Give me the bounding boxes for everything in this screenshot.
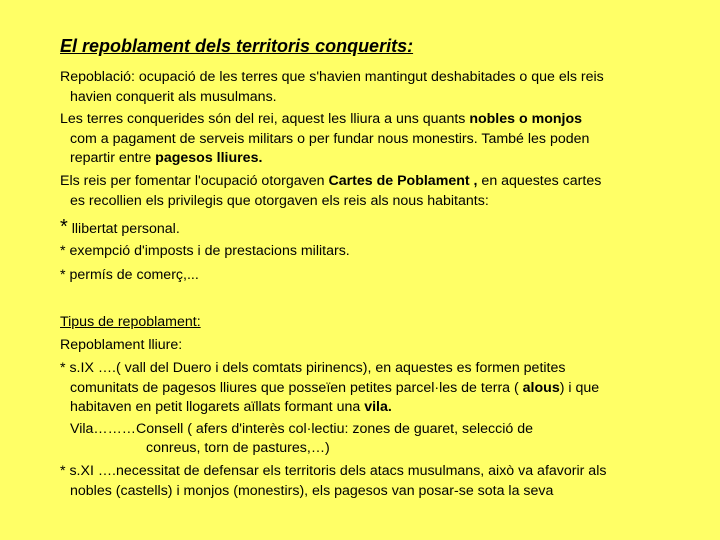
text: en aquestes cartes xyxy=(477,173,602,189)
item-six-line-4: Vila………Consell ( afers d'interès col·lectiu: zones de guaret, selecció de xyxy=(70,421,533,437)
privilege-item-2 xyxy=(60,242,350,260)
bullet-star-icon: * xyxy=(60,267,66,283)
item-six-line-5: conreus, torn de pastures,…) xyxy=(146,440,330,456)
paragraph-cartes-line-1 xyxy=(60,172,601,190)
item-seven-line-1: * s.XI ….necessitat de defensar els territoris dels atacs musulmans, això va afavorir als xyxy=(60,463,607,479)
bold-term-cartes-poblament: Cartes de Poblament , xyxy=(328,173,478,189)
bullet-star-icon: * xyxy=(60,216,68,238)
privilege-text: permís de comerç,... xyxy=(65,267,199,283)
text: Els reis per fomentar l'ocupació otorgaven xyxy=(60,173,329,189)
bold-term-alous: alous xyxy=(522,380,560,396)
item-six-line-2 xyxy=(70,379,599,397)
item-six-line-3 xyxy=(70,398,392,416)
privilege-item-1 xyxy=(60,218,180,238)
bold-term-vila: vila. xyxy=(364,399,392,415)
paragraph-repoblacio-line-1: Repoblació: ocupació de les terres que s'havien mantingut deshabitades o que els reis xyxy=(60,69,604,85)
text: repartir entre xyxy=(70,150,156,166)
item-six-line-1: * s.IX ….( vall del Duero i dels comtats pirinencs), en aquestes es formen petites xyxy=(60,360,566,376)
item-seven-line-2: nobles (castells) i monjos (monestirs), els pagesos van posar-se sota la seva xyxy=(70,483,554,499)
subheading-repoblament-lliure: Repoblament lliure: xyxy=(60,337,183,353)
paragraph-repoblacio-line-2: havien conquerit als musulmans. xyxy=(70,89,277,105)
text: ) i que xyxy=(559,380,600,396)
paragraph-cartes-line-2: es recollien els privilegis que otorgaven els reis als nous habitants: xyxy=(70,193,489,209)
text: comunitats de pagesos lliures que posseïen petites parcel·les de terra ( xyxy=(70,380,523,396)
text: habitaven en petit llogarets aïllats formant una xyxy=(70,399,365,415)
paragraph-terres-line-3 xyxy=(70,149,262,167)
slide-title: El repoblament dels territoris conquerits: xyxy=(60,36,414,56)
text: Les terres conquerides són del rei, aquest les lliura a uns quants xyxy=(60,111,470,127)
bullet-star-icon: * xyxy=(60,243,66,259)
privilege-text: llibertat personal. xyxy=(67,221,180,237)
privilege-text: exempció d'imposts i de prestacions militars. xyxy=(65,243,350,259)
privilege-item-3 xyxy=(60,266,199,284)
paragraph-terres-line-2: com a pagament de serveis militars o per fundar nous monestirs. També les poden xyxy=(70,131,590,147)
section-heading-tipus-repoblament: Tipus de repoblament: xyxy=(60,314,201,330)
bold-term-pagesos-lliures: pagesos lliures. xyxy=(155,150,263,166)
bold-term-nobles-monjos: nobles o monjos xyxy=(469,111,583,127)
paragraph-terres-line-1 xyxy=(60,110,582,128)
